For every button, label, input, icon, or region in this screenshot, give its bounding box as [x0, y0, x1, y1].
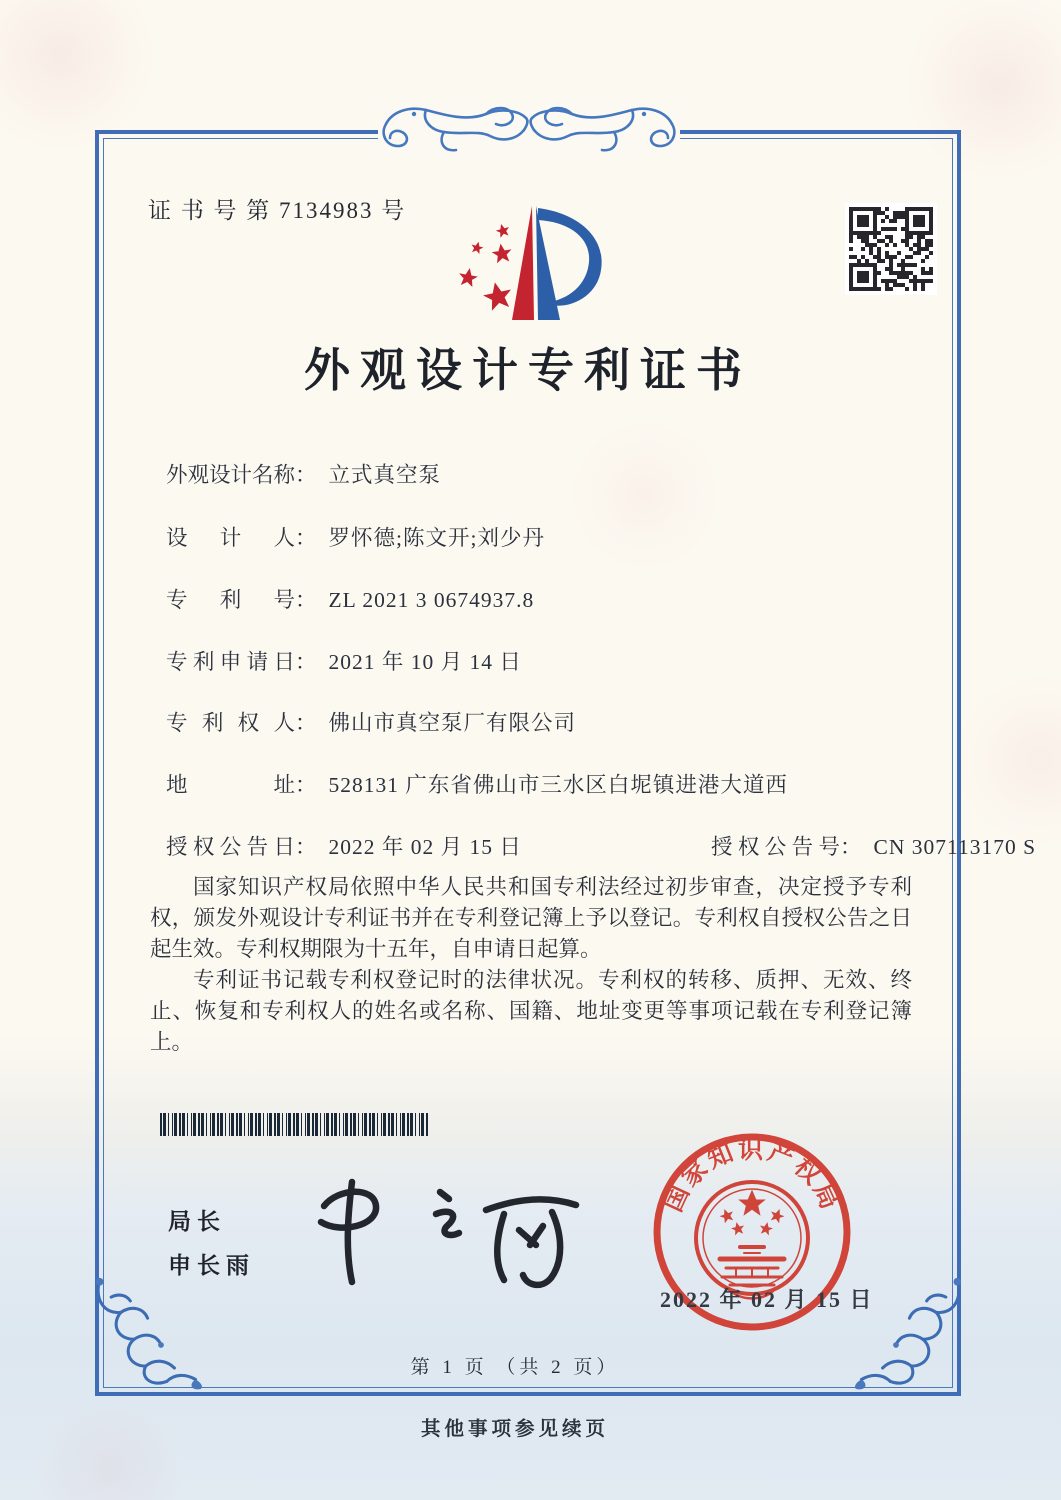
certificate-number: 证 书 号 第 7134983 号	[148, 198, 407, 223]
field-label: 专利号	[166, 588, 295, 612]
field-label: 地址	[166, 773, 295, 797]
certificate-title: 外观设计专利证书	[304, 345, 752, 396]
field-value: 罗怀德;陈文开;刘少丹	[328, 526, 545, 550]
continuation-note: 其他事项参见续页	[420, 1419, 609, 1440]
seal-date: 2022 年 02 月 15 日	[660, 1287, 874, 1312]
field-value: 2021 年 10 月 14 日	[328, 650, 522, 674]
field-grant-date: 授权公告日： 2022 年 02 月 15 日	[166, 835, 522, 859]
field-grant-number: 授权公告号： CN 307113170 S	[711, 830, 1036, 861]
dragon-ornament	[378, 100, 680, 158]
field-value: CN 307113170 S	[873, 835, 1037, 859]
legal-paragraph-2: 专利证书记载专利权登记时的法律状况。专利权的转移、质押、无效、终止、恢复和专利权人的姓名或名称、国籍、地址变更等事项记载在专利登记簿上。	[150, 968, 912, 1054]
field-label: 外观设计名称	[166, 463, 296, 487]
field-grant-row	[166, 830, 1037, 861]
legal-text	[150, 872, 912, 1058]
field-value: 2022 年 02 月 15 日	[328, 835, 522, 859]
commissioner-title: 局长	[168, 1208, 226, 1234]
page-indicator: 第 1 页 （共 2 页）	[410, 1357, 620, 1378]
commissioner-name: 申长雨	[168, 1252, 255, 1278]
corner-flourish-bottom-left	[92, 1266, 207, 1401]
field-value: 528131 广东省佛山市三水区白坭镇进港大道西	[328, 773, 788, 797]
field-value: 立式真空泵	[328, 463, 442, 487]
field-address: 地址： 528131 广东省佛山市三水区白坭镇进港大道西	[166, 768, 788, 799]
field-filing-date: 专利申请日： 2021 年 10 月 14 日	[166, 645, 522, 676]
barcode	[160, 1113, 428, 1136]
field-label: 授权公告号	[711, 835, 840, 859]
field-patent-number: 专利号： ZL 2021 3 0674937.8	[166, 583, 534, 614]
field-value: 佛山市真空泵厂有限公司	[328, 711, 577, 735]
field-label: 授权公告日	[166, 835, 295, 859]
commissioner-signature	[290, 1168, 580, 1293]
field-designer: 设计人： 罗怀德;陈文开;刘少丹	[166, 521, 545, 552]
field-value: ZL 2021 3 0674937.8	[328, 588, 535, 612]
field-label: 设计人	[166, 526, 295, 550]
field-label: 专利申请日	[166, 650, 295, 674]
field-patentee: 专利权人： 佛山市真空泵厂有限公司	[166, 706, 576, 737]
seal-agency-text: 国家知识产权局	[659, 1136, 845, 1217]
qr-code	[845, 203, 937, 295]
field-design-name: 外观设计名称： 立式真空泵	[166, 458, 441, 489]
legal-paragraph-1: 国家知识产权局依照中华人民共和国专利法经过初步审查，决定授予专利权，颁发外观设计专利证书并在专利登记簿上予以登记。专利权自授权公告之日起生效。专利权期限为十五年，自申请日起算。	[150, 875, 912, 961]
cnipa-patent-logo-icon	[450, 198, 615, 326]
field-label: 专利权人	[166, 711, 295, 735]
